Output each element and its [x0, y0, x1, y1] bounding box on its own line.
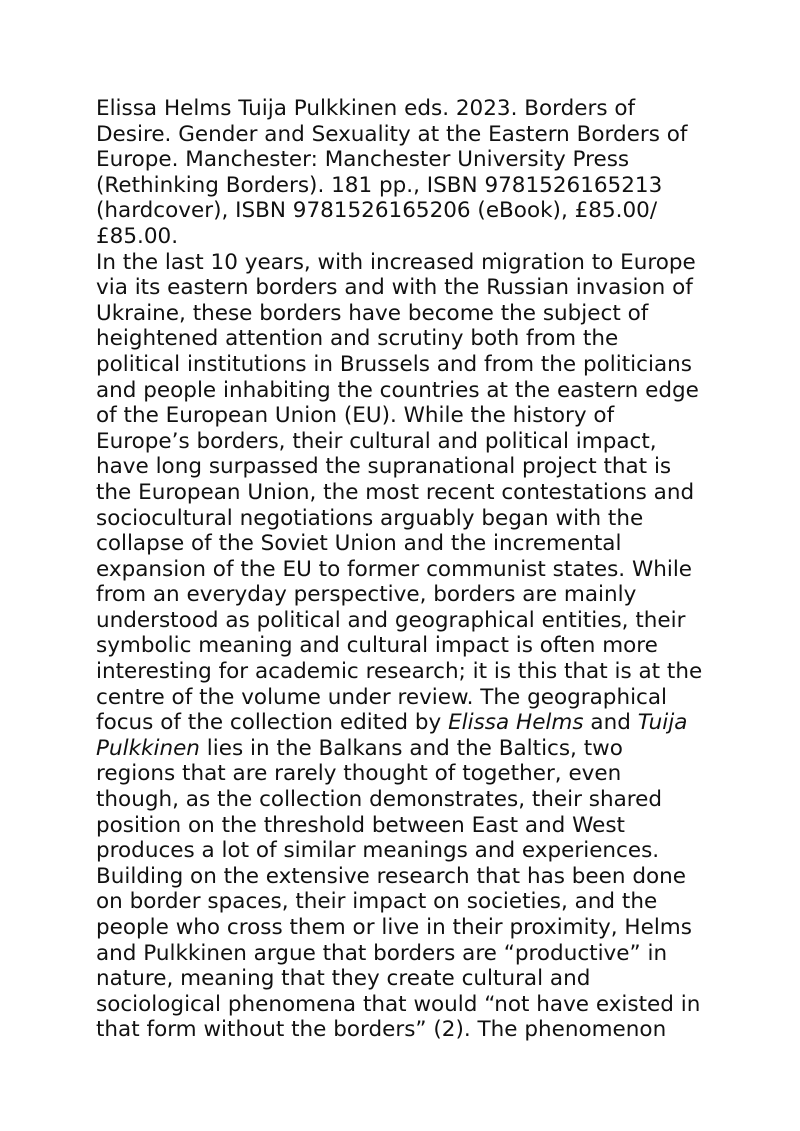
- editor-name-2: Tuija Pulkkinen: [96, 710, 688, 761]
- paragraph-text-part-2: lies in the Balkans and the Baltics, two regions that are rarely thought of together, even though, as the collection demonstrates, their shared position on the threshold between East and West produces a lot of similar meanings and experiences. Building on the extensive research that has been done on border spaces, their impact on societies, and the people who cross them or live in their proximity, Helms and Pulkkinen argue that borders are “productive” in nature, meaning that they create cultural and sociological phenomena that would “not have existed in that form without the borders” (2). The phenomenon: [96, 735, 701, 1043]
- book-citation: Elissa Helms Tuija Pulkkinen eds. 2023. Borders of Desire. Gender and Sexuality at the Eastern Borders of Europe. Manchester: Manchester University Press (Rethinking Borders). 181 pp., ISBN 9781526165213 (hardcover), ISBN 9781526165206 (eBook), £85.00/£85.00.: [96, 96, 688, 249]
- editor-name-1: Elissa Helms: [448, 710, 584, 736]
- review-paragraph: [96, 250, 708, 1043]
- document-page: [96, 96, 708, 1043]
- conjunction: and: [590, 710, 631, 736]
- paragraph-text-part-1: In the last 10 years, with increased migration to Europe via its eastern borders and with the Russian invasion of Ukraine, these borders have become the subject of heightened attention and scrutiny both from the political institutions in Brussels and from the politicians and people inhabiting the countries at the eastern edge of the European Union (EU). While the history of Europe’s borders, their cultural and political impact, have long surpassed the supranational project that is the European Union, the most recent contestations and sociocultural negotiations arguably began with the collapse of the Soviet Union and the incremental expansion of the EU to former communist states. While from an everyday perspective, borders are mainly understood as political and geographical entities, their symbolic meaning and cultural impact is often more interesting for academic research; it is this that is at the centre of the volume under review. The geographical focus of the collection edited by: [96, 249, 703, 736]
